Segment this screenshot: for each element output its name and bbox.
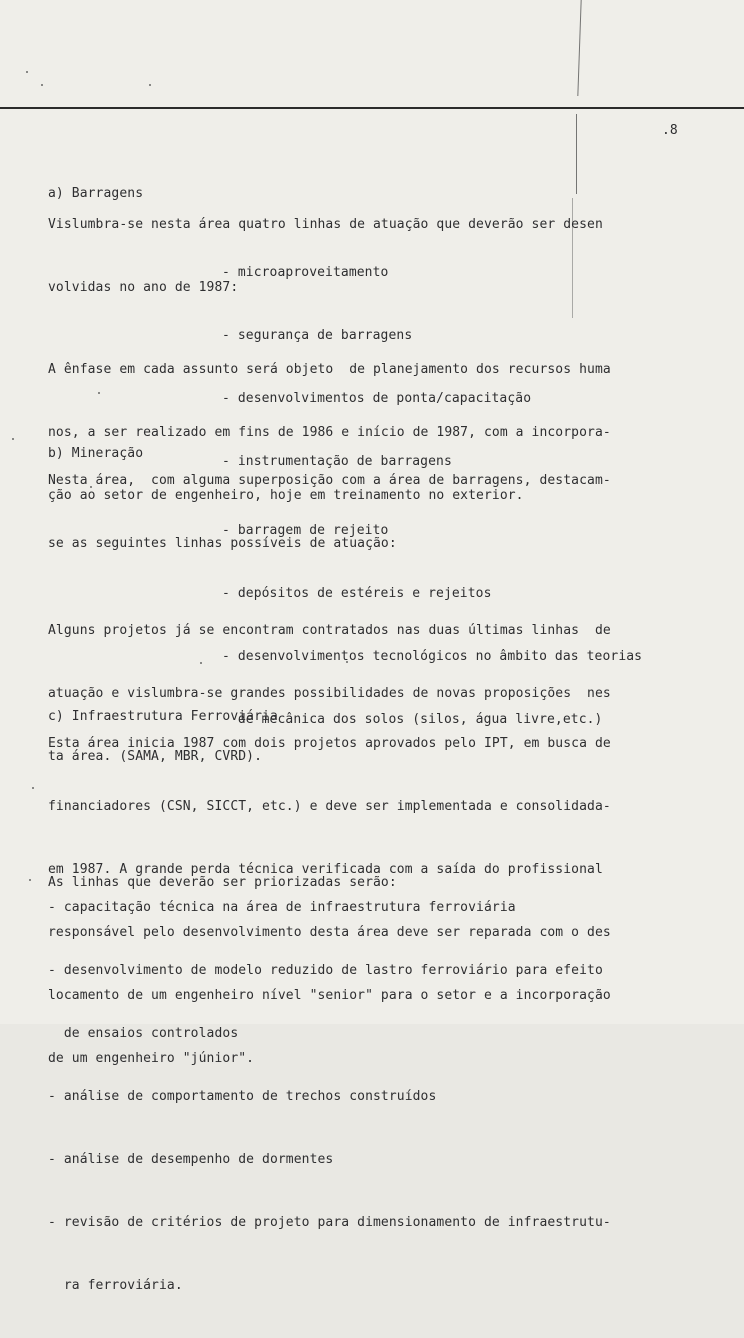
list-item: - desenvolvimentos de ponta/capacitação [222,391,532,406]
paragraph-line: ção ao setor de engenheiro, hoje em treinamento no exterior. [48,488,524,503]
section-a-intro-line: Vislumbra-se nesta área quatro linhas de atuação que deverão ser desen [48,217,603,232]
list-item: - desenvolvimentos tecnológicos no âmbito das teorias [222,649,643,664]
page-number: .8 [662,123,678,138]
list-item: - instrumentação de barragens [222,454,452,469]
section-b-intro-line: se as seguintes linhas possíveis de atuação: [48,536,397,551]
section-b-heading: b) Mineração [48,446,144,461]
paragraph-line: A ênfase em cada assunto será objeto de planejamento dos recursos huma [48,362,611,377]
section-a-intro-line: volvidas no ano de 1987: [48,280,239,295]
paragraph-line: Esta área inicia 1987 com dois projetos aprovados pelo IPT, em busca de [48,736,611,751]
list-item: - capacitação técnica na área de infraestrutura ferroviária [48,900,516,915]
section-c-list [48,855,611,1338]
paragraph-line: locamento de um engenheiro nível "senior" para o setor e a incorporação [48,988,611,1003]
priority-intro: As linhas que deverão ser priorizadas serão: [48,875,397,890]
list-item: - desenvolvimento de modelo reduzido de lastro ferroviário para efeito [48,963,603,978]
paragraph-line: nos, a ser realizado em fins de 1986 e início de 1987, com a incorpora- [48,425,611,440]
paragraph-line: em 1987. A grande perda técnica verificada com a saída do profissional [48,862,603,877]
list-item: de mecânica dos solos (silos, água livre,etc.) [222,712,603,727]
paragraph-line: ta área. (SAMA, MBR, CVRD). [48,749,263,764]
paragraph-line: Alguns projetos já se encontram contratados nas duas últimas linhas de [48,623,611,638]
list-item: - análise de desempenho de dormentes [48,1152,334,1167]
scan-speck [12,438,14,440]
list-item: - depósitos de estéreis e rejeitos [222,586,492,601]
scan-speck [32,787,34,789]
list-item: de ensaios controlados [48,1026,239,1041]
section-b-intro-line: Nesta área, com alguma superposição com a área de barragens, destacam- [48,473,611,488]
scan-speck [29,879,31,881]
scan-speck [41,84,43,86]
list-item: ra ferroviária. [48,1278,183,1293]
list-item: - barragem de rejeito [222,523,389,538]
paragraph-line: atuação e vislumbra-se grandes possibilidades de novas proposições nes [48,686,611,701]
list-item: - segurança de barragens [222,328,413,343]
list-item: - análise de comportamento de trechos construídos [48,1089,437,1104]
scan-speck [149,84,151,86]
section-c-heading: c) Infraestrutura Ferroviária [48,709,278,724]
horizontal-rule [0,107,744,109]
scan-speck [26,71,28,73]
scan-mark-line [577,0,581,96]
list-item: - revisão de critérios de projeto para dimensionamento de infraestrutu- [48,1215,611,1230]
paragraph-line: responsável pelo desenvolvimento desta área deve ser reparada com o des [48,925,611,940]
section-a-heading: a) Barragens [48,186,144,201]
list-item: - microaproveitamento [222,265,389,280]
paragraph-line: de um engenheiro "júnior". [48,1051,255,1066]
paragraph-line: financiadores (CSN, SICCT, etc.) e deve ser implementada e consolidada- [48,799,611,814]
